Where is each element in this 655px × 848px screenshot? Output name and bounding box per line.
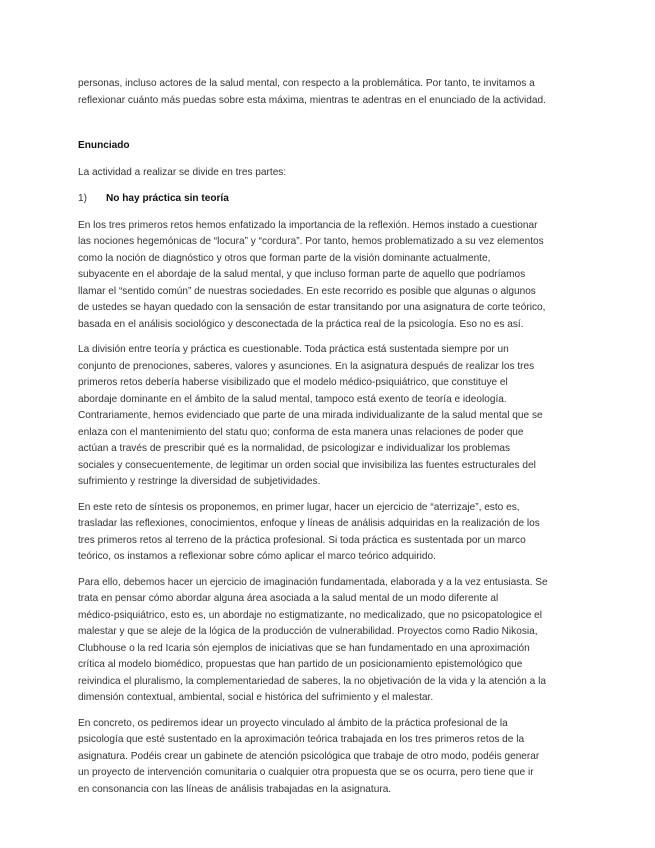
text-line: de ustedes se hayan quedado con la sensación de estar transitando por una asignatura de corte teórico, <box>78 302 546 313</box>
body-paragraph-1 <box>78 218 578 334</box>
text-line: Clubhouse o la red Icaria són ejemplos de iniciativas que se han fundamentado en una aproximación <box>78 642 530 654</box>
text-line: conjunto de prenociones, saberes, valores y asunciones. En la asignatura después de realizar los tres <box>78 360 535 372</box>
text-line: en consonancia con las líneas de análisis trabajadas en la asignatura. <box>78 783 392 795</box>
body-paragraph-4 <box>78 575 578 707</box>
text-line: En los tres primeros retos hemos enfatizado la importancia de la reflexión. Hemos instado a cuestionar <box>78 219 538 231</box>
text-line: trasladar las reflexiones, conocimientos, enfoque y líneas de análisis adquiridas en la realización de los <box>78 518 540 529</box>
text-line: médico-psiquiátrico, esto es, un abordaje no estigmatizante, no medicalizado, que no psicopatologice el <box>78 609 543 621</box>
text-line: llamar el “sentido común” de nuestras sociedades. En este recorrido es posible que algunas o algunos <box>78 285 536 297</box>
lead-paragraph <box>78 76 578 109</box>
text-line: basada en el análisis sociológico y desconectada de la práctica real de la psicología. Eso no es así. <box>78 318 524 330</box>
text-line: psicología que esté sustentado en la aproximación teórica trabajada en los tres primeros retos de la <box>78 734 525 745</box>
numbered-subheading <box>78 191 578 208</box>
text-line: reivindica el pluralismo, la complementariedad de saberes, la no objetivación de la vida y la atención a la <box>78 675 546 687</box>
body-paragraph-5 <box>78 716 578 799</box>
text-line: primeros retos debería haberse visibilizado que el modelo médico-psiquiátrico, que constituye el <box>78 377 508 388</box>
text-line: dimensión contextual, ambiental, social e histórica del sufrimiento y el malestar. <box>78 692 434 703</box>
text-line: Para ello, debemos hacer un ejercicio de imaginación fundamentada, elaborada y a la vez entusiasta. Se <box>78 576 548 588</box>
document-body <box>78 76 578 807</box>
text-line: trata en pensar cómo abordar alguna área asociada a la salud mental de un modo diferente al <box>78 593 499 604</box>
text-line: personas, incluso actores de la salud mental, con respecto a la problemática. Por tanto, te invitamos a <box>78 78 535 89</box>
list-number: 1) <box>78 193 87 204</box>
body-paragraph-3 <box>78 500 578 566</box>
text-line: enlaza con el mantenimiento del statu quo; conforma de esta manera unas relaciones de poder que <box>78 426 524 438</box>
text-line: En este reto de síntesis os proponemos, en primer lugar, hacer un ejercicio de “aterrizaje”, esto es, <box>78 501 520 513</box>
text-line: La división entre teoría y práctica es cuestionable. Toda práctica está sustentada siempre por un <box>78 344 509 355</box>
intro-text: La actividad a realizar se divide en tres partes: <box>78 166 287 178</box>
text-line: actúan a través de prescribir qué es la normalidad, de psicologizar e individualizar los problemas <box>78 443 511 454</box>
text-line: sociales y consecuentemente, de legitimar un orden social que invisibiliza las fuentes estructurales del <box>78 459 536 471</box>
text-line: asignatura. Podéis crear un gabinete de atención psicológica que trabaje de otro modo, podéis generar <box>78 750 540 762</box>
text-line: sufrimiento y restringe la diversidad de subjetividades. <box>78 476 321 487</box>
text-line: Contrariamente, hemos evidenciado que parte de una mirada individualizante de la salud mental que se <box>78 410 543 421</box>
subheading-title: No hay práctica sin teoría <box>106 193 229 204</box>
text-line: reflexionar cuánto más puedas sobre esta máxima, mientras te adentras en el enunciado de la actividad. <box>78 94 546 106</box>
text-line: teórico, os instamos a reflexionar sobre cómo aplicar el marco teórico adquirido. <box>78 551 436 562</box>
text-line: En concreto, os pediremos idear un proyecto vinculado al ámbito de la práctica profesional de la <box>78 717 508 729</box>
text-line: como la noción de diagnóstico y otros que forman parte de la visión dominante actualmente, <box>78 252 491 264</box>
text-line: tres primeros retos al terreno de la práctica profesional. Si toda práctica es sustentada por un marco <box>78 534 526 546</box>
text-line: un proyecto de intervención comunitaria o cualquier otra propuesta que se os ocurra, pero tiene que ir <box>78 767 534 778</box>
text-line: malestar y que se aleje de la lógica de la producción de vulnerabilidad. Proyectos como Radio Nikosia, <box>78 626 538 637</box>
body-paragraph-2 <box>78 342 578 491</box>
text-line: subyacente en el abordaje de la salud mental, y que incluso forman parte de aquello que podríamos <box>78 269 526 280</box>
text-line: las nociones hegemónicas de “locura” y “cordura”. Por tanto, hemos problematizado a su vez elementos <box>78 236 544 247</box>
text-line: crítica al modelo biomédico, propuestas que han partido de un posicionamiento epistemológico que <box>78 659 523 670</box>
text-line: abordaje dominante en el ámbito de la salud mental, tampoco está exento de teoría e ideología. <box>78 393 507 405</box>
section-heading: Enunciado <box>78 140 130 151</box>
